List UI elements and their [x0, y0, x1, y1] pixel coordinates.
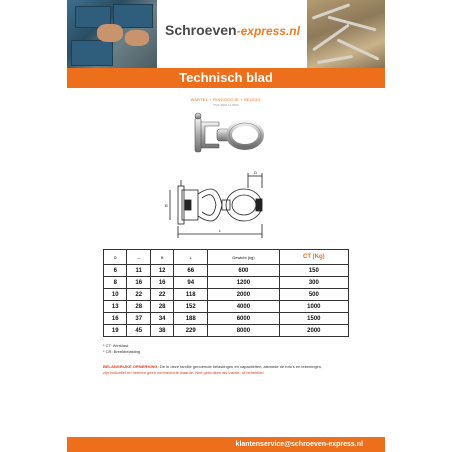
footer-bar [67, 437, 385, 452]
table-cell: 6000 [208, 313, 280, 325]
technical-drawing [162, 168, 292, 240]
warning-note [103, 364, 353, 376]
datasheet-page [67, 0, 385, 452]
logo-main-text: Schroeven [165, 22, 237, 38]
table-cell: 16 [150, 277, 173, 289]
table-row [104, 313, 349, 325]
footnotes [103, 343, 140, 355]
table-cell: 188 [174, 313, 208, 325]
product-photo [177, 110, 277, 160]
table-cell: 28 [127, 301, 150, 313]
product-subtitle: WARTEL + RINGOOGJE + BEUGEL [190, 97, 262, 102]
table-cell: 38 [150, 325, 173, 337]
table-cell: 28 [150, 301, 173, 313]
page-title: Technisch blad [67, 68, 385, 88]
table-cell: 10 [104, 289, 127, 301]
table-cell: 150 [279, 265, 348, 277]
table-row [104, 325, 349, 337]
column-header: B [150, 250, 173, 265]
table-row [104, 289, 349, 301]
table-cell: 229 [174, 325, 208, 337]
table-cell: 1000 [279, 301, 348, 313]
table-cell: 1200 [208, 277, 280, 289]
column-header: — [127, 250, 150, 265]
table-cell: 300 [279, 277, 348, 289]
table-cell: 8000 [208, 325, 280, 337]
table-cell: 11 [127, 265, 150, 277]
table-cell: 16 [127, 277, 150, 289]
table-row [104, 265, 349, 277]
table-cell: 45 [127, 325, 150, 337]
footer-email-link[interactable]: klantenservice@schroeven-express.nl [235, 441, 363, 448]
svg-text:B: B [165, 203, 168, 208]
table-cell: 37 [127, 313, 150, 325]
table-cell: 4000 [208, 301, 280, 313]
header-photo-screws [307, 0, 385, 70]
table-cell: 22 [150, 289, 173, 301]
table-cell: 1500 [279, 313, 348, 325]
table-header-row [104, 250, 349, 265]
warning-text: De in deze familie genoemde belastingen en capaciteiten, alsmede de foto's en tekeningen, [158, 364, 323, 369]
header-photo-tools [67, 0, 157, 70]
warning-label: BELANGRIJKE OPMERKING: [103, 364, 159, 369]
specification-table [103, 249, 349, 337]
table-cell: 66 [174, 265, 208, 277]
note-ct: * CT: Werklast [103, 343, 129, 348]
table-row [104, 301, 349, 313]
logo-area [157, 0, 307, 70]
column-header: L [174, 250, 208, 265]
table-cell: 13 [104, 301, 127, 313]
table-cell: 34 [150, 313, 173, 325]
table-cell: 600 [208, 265, 280, 277]
column-header: Gewicht (kg) [208, 250, 280, 265]
company-logo[interactable] [165, 22, 300, 38]
header [67, 0, 385, 70]
table-cell: 2000 [279, 325, 348, 337]
svg-text:L: L [219, 228, 222, 233]
table-cell: 118 [174, 289, 208, 301]
table-cell: 19 [104, 325, 127, 337]
table-cell: 94 [174, 277, 208, 289]
table-cell: 22 [127, 289, 150, 301]
table-cell: 2000 [208, 289, 280, 301]
table-cell: 12 [150, 265, 173, 277]
table-cell: 6 [104, 265, 127, 277]
table-cell: 152 [174, 301, 208, 313]
svg-text:D: D [254, 170, 257, 175]
note-cr: * CR: Breekbelasting [103, 349, 141, 354]
table-cell: 8 [104, 277, 127, 289]
table-row [104, 277, 349, 289]
logo-accent-text: -express.nl [236, 24, 300, 38]
warning-text-red: zijn indicatief en hebben geen contractuele waarde. Niet gebruiken als tractie- of hefmiddel. [103, 370, 265, 375]
product-code: RVS 0000 12 0000 [213, 103, 239, 107]
column-header-ct: CT (Kg) [279, 250, 348, 265]
column-header: D [104, 250, 127, 265]
table-cell: 16 [104, 313, 127, 325]
table-cell: 500 [279, 289, 348, 301]
